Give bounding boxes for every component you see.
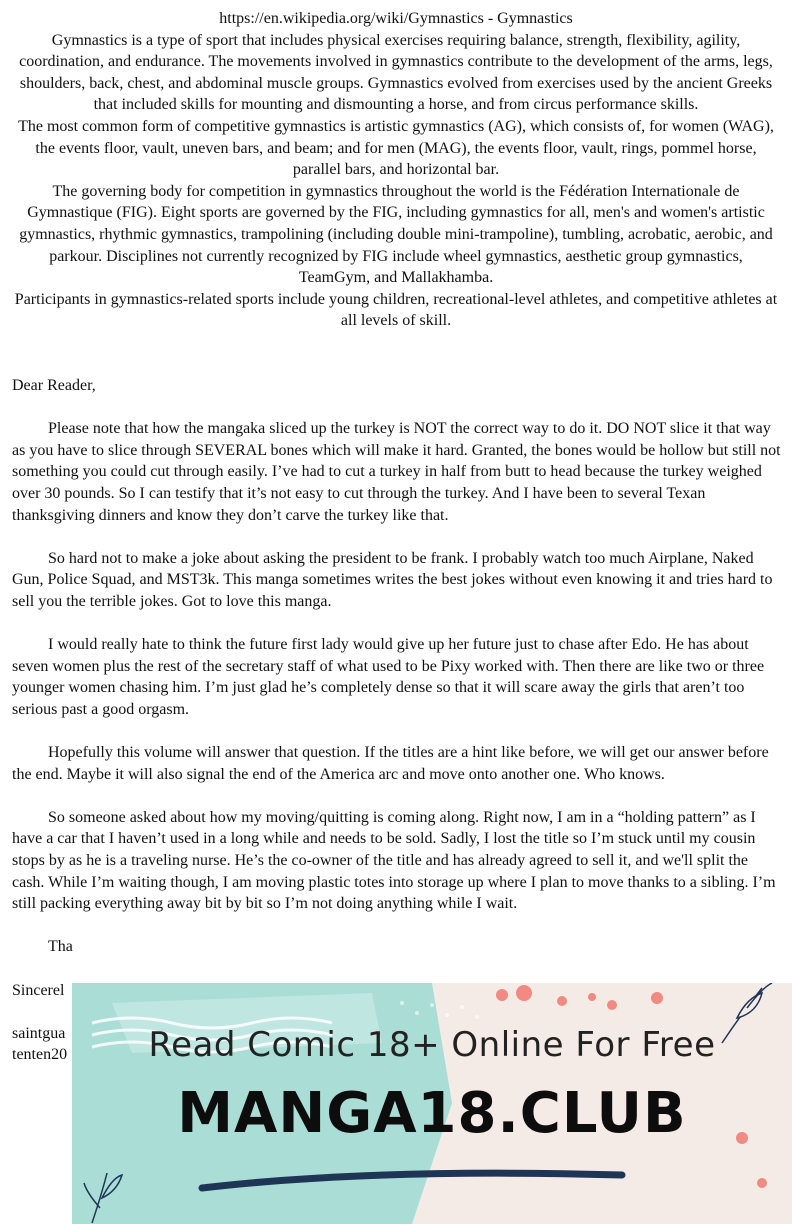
letter-paragraph-2: So hard not to make a joke about asking the president to be frank. I probably watch too much Airplane, Naked Gun, Police Squad, and MST3k. This manga sometimes writes the best jokes without even knowing it and tries hard to sell you the terrible jokes. Got to love this manga.	[12, 549, 773, 610]
banner-tagline[interactable]: Read Comic 18+ Online For Free	[148, 1025, 716, 1065]
closing-fragment: Tha	[48, 938, 73, 956]
wiki-paragraph-4: Participants in gymnastics-related sports include young children, recreational-level athletes, and competitive athletes at all levels of skill.	[14, 290, 778, 330]
wiki-excerpt	[12, 8, 780, 332]
name-line-1: saintgua	[12, 1024, 66, 1042]
salutation: Dear Reader,	[12, 377, 96, 394]
letter-body	[12, 375, 784, 1066]
letter-paragraph-1: Please note that how the mangaka sliced up the turkey is NOT the correct way to do it. DO NOT slice it that way as you have to slice through SEVERAL bones which will make it hard. Granted, the bones would be hollow but still not something you could cut through easily. I’ve had to cut a turkey in half from butt to head because the turkey weighed over 30 pounds. So I can testify that it’s not easy to cut through the turkey. And I have been to several Texan thanksgiving dinners and know they don’t carve the turkey like that.	[12, 420, 781, 524]
letter-paragraph-3: I would really hate to think the future first lady would give up her future just to chase after Edo. He has about seven women plus the rest of the secretary staff of what used to be Pixy worked with. Then there are like two or three younger women chasing him. I’m just glad he’s completely dense so that it will scare away the girls that aren’t too serious past a good orgasm.	[12, 636, 765, 718]
wiki-paragraph-2: The most common form of competitive gymnastics is artistic gymnastics (AG), which consists of, for women (WAG), the events floor, vault, uneven bars, and beam; and for men (MAG), the events floor, vault, rings, pommel horse, parallel bars, and horizontal bar.	[18, 117, 774, 179]
letter-paragraph-5: So someone asked about how my moving/quitting is coming along. Right now, I am in a “holding pattern” as I have a car that I haven’t used in a long while and needs to be sold. Sadly, I lost the title so I’m stuck until my cousin stops by as he is a traveling nurse. He’s the co-owner of the title and has already agreed to sell it, and we'll split the cash. While I’m waiting though, I am moving plastic totes into storage up where I plan to move thanks to a sibling. I’m still packing everything away bit by bit so I’m not doing anything while I wait.	[12, 808, 776, 913]
banner-brand[interactable]: MANGA18.CLUB	[177, 1081, 687, 1146]
signoff-fragment: Sincerel	[12, 981, 65, 999]
name-line-2: tenten20	[12, 1046, 68, 1064]
letter-paragraph-4: Hopefully this volume will answer that question. If the titles are a hint like before, we will get our answer before the end. Maybe it will also signal the end of the America arc and move onto another one. Who knows.	[12, 744, 769, 783]
wiki-paragraph-1: Gymnastics is a type of sport that includes physical exercises requiring balance, strength, flexibility, agility, coordination, and endurance. The movements involved in gymnastics contribute to the development of the arms, legs, shoulders, back, chest, and abdominal muscle groups. Gymnastics evolved from exercises used by the ancient Greeks that included skills for mounting and dismounting a horse, and from circus performance skills.	[19, 31, 773, 114]
source-line: https://en.wikipedia.org/wiki/Gymnastics - Gymnastics	[219, 10, 573, 27]
promo-banner[interactable]	[72, 983, 792, 1224]
wiki-paragraph-3: The governing body for competition in gymnastics throughout the world is the Fédération Internationale de Gymnastique (FIG). Eight sports are governed by the FIG, including gymnastics for all, men's and women's artistic gymnastics, rhythmic gymnastics, trampolining (including double mini-trampoline), tumbling, acrobatic, aerobic, and parkour. Disciplines not currently recognized by FIG include wheel gymnastics, aesthetic group gymnastics, TeamGym, and Mallakhamba.	[19, 182, 773, 287]
